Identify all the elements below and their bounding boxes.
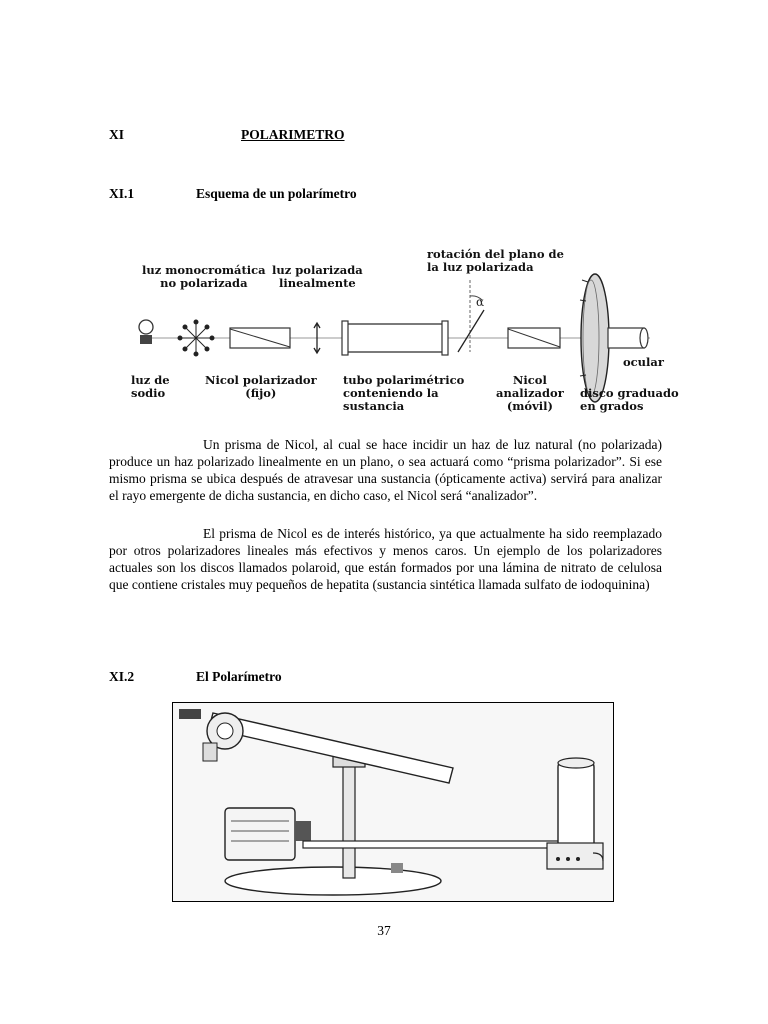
label-luz-pol-line2: linealmente: [278, 276, 356, 290]
section2-title: El Polarímetro: [196, 669, 282, 684]
label-tubo-line3: sustancia: [343, 399, 405, 413]
graduated-disc-icon: [580, 274, 609, 402]
chapter-title: POLARIMETRO: [241, 127, 345, 142]
label-nicol-an-line3: (móvil): [506, 399, 553, 413]
section-number: XI.1: [109, 186, 135, 201]
label-rotacion-line1: rotación del plano de: [427, 247, 564, 261]
polarimeter-figure: [172, 702, 614, 902]
sodium-lamp-icon: [139, 320, 153, 344]
page-number: 37: [377, 923, 391, 938]
section-title: Esquema de un polarímetro: [196, 186, 357, 201]
polarimeter-drawing: [173, 703, 612, 900]
label-sodio-line1: luz de: [131, 373, 170, 387]
rotation-angle-icon: [458, 280, 484, 352]
label-nicol-pol-line2: (fijo): [245, 386, 277, 400]
label-luz-monocromatica: [142, 264, 266, 290]
nicol-analyzer-icon: [508, 328, 560, 348]
unpolarized-light-icon: [178, 320, 214, 356]
label-tubo: [343, 374, 464, 413]
label-nicol-polarizador: [205, 374, 317, 400]
chapter-number: XI: [109, 127, 125, 142]
label-ocular: ocular: [623, 355, 664, 369]
label-luz-sodio: [131, 374, 170, 400]
label-disco-line2: en grados: [580, 399, 644, 413]
label-tubo-line2: conteniendo la: [343, 386, 439, 400]
paragraph-2-text: El prisma de Nicol es de interés histórico, ya que actualmente ha sido reemplazado por otros polarizadores lineales más efectivos y menos caros. Un ejemplo de los polarizadores actuales son los discos llamados polaroid, que están formados por una lámina de nitrato de celulosa que contiene cristales muy pequeños de hepatita (sustancia sintética llamada sulfato de iodoquinina): [109, 526, 662, 592]
paragraph-1: [109, 436, 662, 504]
label-disco-line1: disco graduado: [580, 386, 679, 400]
alpha-symbol: α: [476, 295, 485, 309]
label-nicol-an-line2: analizador: [496, 386, 564, 400]
section2-number: XI.2: [109, 669, 135, 684]
label-nicol-an-line1: Nicol: [512, 373, 547, 387]
label-disco: [580, 387, 679, 413]
label-sodio-line2: sodio: [131, 386, 166, 400]
label-rotacion-line2: la luz polarizada: [427, 260, 534, 274]
polarimetric-tube-icon: [342, 321, 448, 355]
paragraph-1-text: Un prisma de Nicol, al cual se hace incidir un haz de luz natural (no polarizada) produce un haz polarizado linealmente en un plano, o sea actuará como “prisma polarizador”. Si ese mismo prisma se ubica después de atravesar una sustancia (ópticamente activa) servirá para analizar el rayo emergente de dicha sustancia, en dicho caso, el Nicol será “analizador”.: [109, 437, 662, 503]
nicol-polarizer-icon: [230, 328, 290, 348]
label-rotacion: [427, 248, 564, 274]
label-luz-mono-line2: no polarizada: [160, 276, 248, 290]
paragraph-2: [109, 525, 662, 593]
eyepiece-icon: [608, 328, 648, 348]
label-nicol-pol-line1: Nicol polarizador: [205, 373, 317, 387]
label-luz-polarizada: [272, 264, 363, 290]
label-luz-mono-line1: luz monocromática: [142, 263, 266, 277]
label-nicol-analizador: [496, 374, 564, 413]
label-tubo-line1: tubo polarimétrico: [343, 373, 465, 387]
label-luz-pol-line1: luz polarizada: [272, 263, 363, 277]
